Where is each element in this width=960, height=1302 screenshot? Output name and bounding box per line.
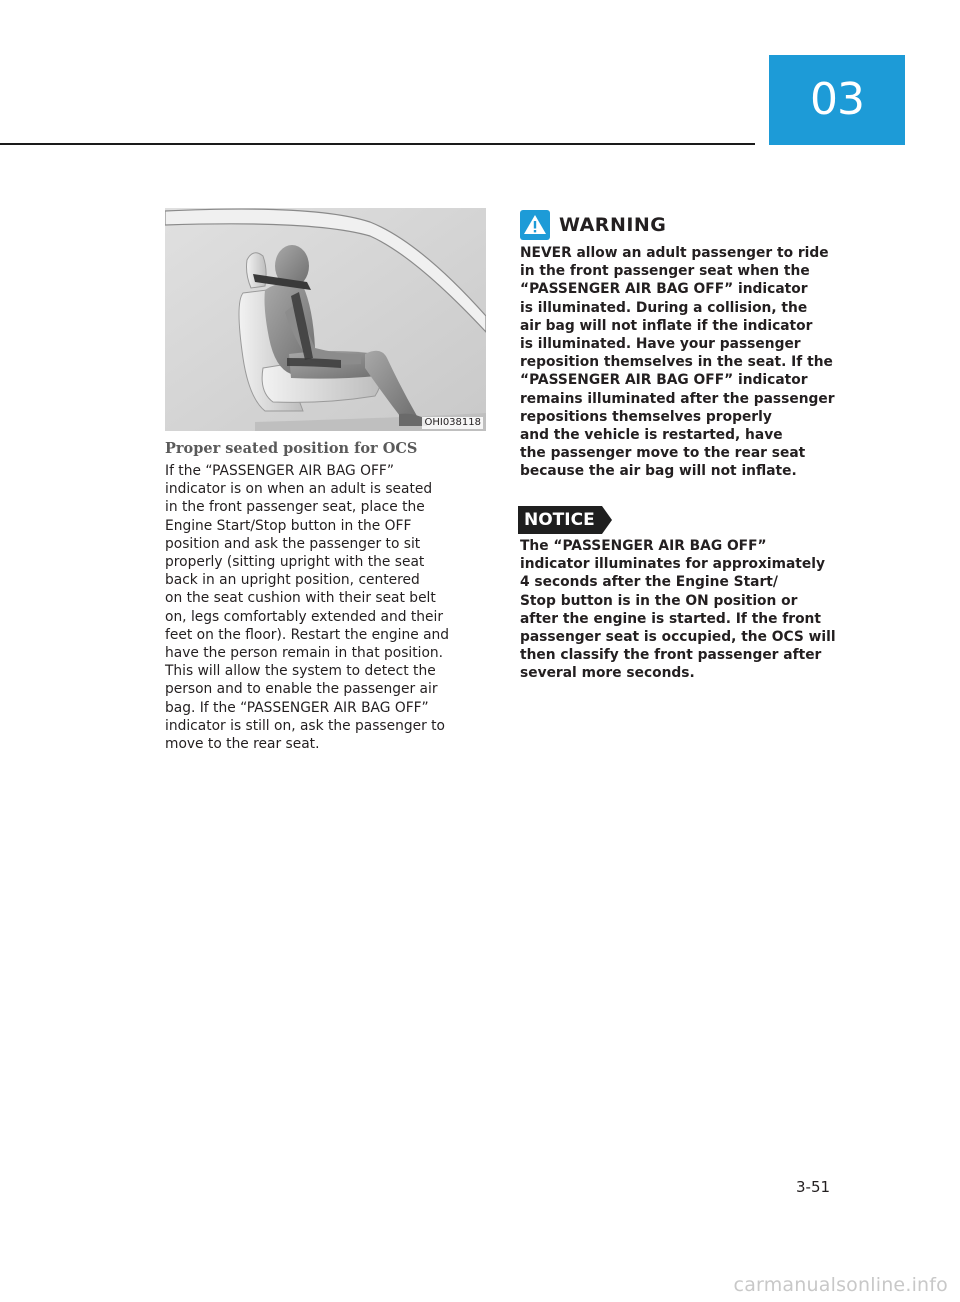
warning-line: reposition themselves in the seat. If the [520,354,833,371]
notice-line: indicator illuminates for approximately [520,556,825,573]
warning-line: remains illuminated after the passenger [520,390,835,407]
body-line: indicator is on when an adult is seated [165,481,433,498]
figure-caption: Proper seated position for OCS [165,440,418,457]
body-line: move to the rear seat. [165,736,320,753]
warning-line: the passenger move to the rear seat [520,445,806,462]
body-line: person and to enable the passenger air [165,681,438,698]
notice-badge: NOTICE [518,506,602,534]
chapter-tab: 03 [769,55,905,145]
body-line: If the “PASSENGER AIR BAG OFF” [165,463,394,479]
warning-line: because the air bag will not inflate. [520,463,797,480]
warning-line: is illuminated. Have your passenger [520,336,801,353]
warning-title: WARNING [559,214,667,236]
notice-line: after the engine is started. If the front [520,610,821,627]
warning-line: “PASSENGER AIR BAG OFF” indicator [520,281,808,298]
page-number: 3-51 [796,1178,831,1196]
body-line: back in an upright position, centered [165,572,420,589]
body-line: Engine Start/Stop button in the OFF [165,517,412,534]
body-line: have the person remain in that position. [165,645,444,662]
notice-line: several more seconds. [520,665,695,682]
header-rule [0,143,755,145]
body-line: in the front passenger seat, place the [165,499,425,516]
body-line: bag. If the “PASSENGER AIR BAG OFF” [165,699,429,716]
body-line: on the seat cushion with their seat belt [165,590,436,607]
body-line: feet on the floor). Restart the engine and [165,626,450,643]
body-line: properly (sitting upright with the seat [165,554,425,571]
warning-line: is illuminated. During a collision, the [520,299,808,316]
warning-header [520,210,666,240]
notice-paragraph [520,537,850,683]
occupant-seat-drawing [165,208,486,431]
warning-line: “PASSENGER AIR BAG OFF” indicator [520,372,808,389]
body-line: indicator is still on, ask the passenger to [165,717,445,734]
figure-code: OHI038118 [424,417,481,428]
notice-line: Stop button is in the ON position or [520,592,798,609]
warning-line: in the front passenger seat when the [520,263,810,280]
warning-line: and the vehicle is restarted, have [520,427,783,444]
watermark-link[interactable]: carmanualsonline.info [733,1274,948,1296]
notice-line: passenger seat is occupied, the OCS will [520,629,836,646]
body-line: on, legs comfortably extended and their [165,608,443,625]
warning-triangle-icon [520,210,550,240]
body-paragraph [165,462,490,753]
notice-line: then classify the front passenger after [520,647,822,664]
notice-line: The “PASSENGER AIR BAG OFF” [520,538,767,554]
warning-line: air bag will not inflate if the indicator [520,317,813,334]
seated-position-illustration [165,208,486,431]
warning-paragraph [520,244,850,481]
warning-line: repositions themselves properly [520,408,772,425]
body-line: position and ask the passenger to sit [165,535,421,552]
body-line: This will allow the system to detect the [165,663,436,680]
warning-line: NEVER allow an adult passenger to ride [520,245,829,261]
notice-line: 4 seconds after the Engine Start/ [520,574,778,591]
